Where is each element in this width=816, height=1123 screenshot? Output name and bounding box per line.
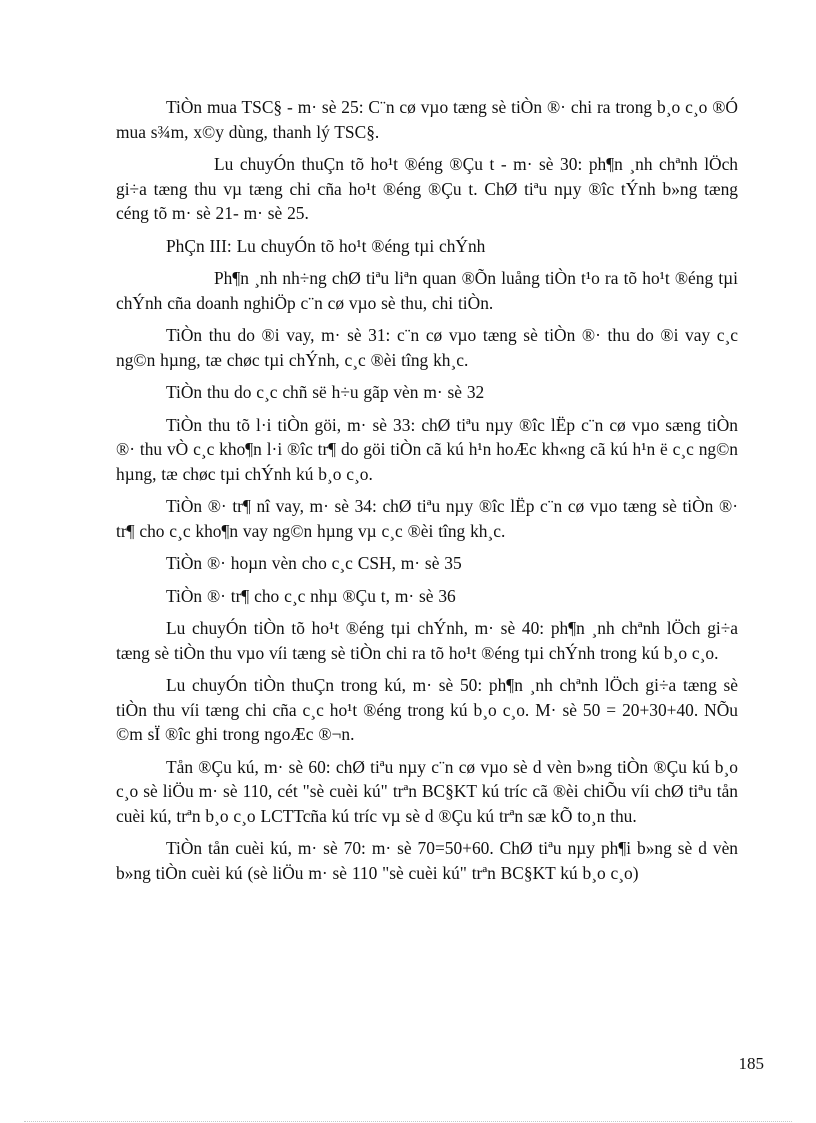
- page-number: 185: [738, 1054, 764, 1073]
- footer-divider: [24, 1121, 792, 1122]
- paragraph-ma-so-31: TiÒn thu do ®i vay, m· sè 31: c¨n cø vµo tæng sè tiÒn ®· thu do ®i vay c¸c ng©n hµng, tæ chøc tµi chÝnh, c¸c ®èi tîng kh¸c.: [116, 325, 738, 370]
- paragraph-ma-so-40: Lu chuyÓn tiÒn tõ ho¹t ®éng tµi chÝnh, m· sè 40: ph¶n ¸nh chªnh lÖch gi÷a tæng sè tiÒn thu vµo víi tæng sè tiÒn chi ra tõ ho¹t ®éng tµi chÝnh trong kú b¸o c¸o.: [116, 618, 738, 663]
- paragraph-ma-so-60: Tån ®Çu kú, m· sè 60: chØ tiªu nµy c¨n cø vµo sè d vèn b»ng tiÒn ®Çu kú b¸o c¸o sè liÖu m· sè 110, cét "sè cuèi kú" trªn BC§KT kú tríc cã ®èi chiÕu víi chØ tiªu tån cuèi kú, trªn b¸o c¸o LCTTcña kú tríc vµ sè d ®Çu kú trªn sæ kÕ to¸n thu.: [116, 756, 738, 826]
- document-body: [116, 95, 738, 893]
- paragraph-ma-so-36: TiÒn ®· tr¶ cho c¸c nhµ ®Çu t, m· sè 36: [166, 585, 456, 606]
- paragraph-tien-mua-tscd: TiÒn mua TSC§ - m· sè 25: C¨n cø vµo tæng sè tiÒn ®· chi ra trong b¸o c¸o ®Ó mua s¾m, x©y dùng, thanh lý TSC§.: [116, 97, 738, 142]
- section-heading-part-3: PhÇn III: Lu chuyÓn tõ ho¹t ®éng tµi chÝnh: [166, 235, 486, 256]
- paragraph-ma-so-50: Lu chuyÓn tiÒn thuÇn trong kú, m· sè 50: ph¶n ¸nh chªnh lÖch gi÷a tæng sè tiÒn thu víi tæng chi cña c¸c ho¹t ®éng trong kú b¸o c¸o. M· sè 50 = 20+30+40. NÕu ©m sÏ ®îc ghi trong ngoÆc ®¬n.: [116, 675, 738, 744]
- paragraph-luu-chuyen-dau-tu: Lu chuyÓn thuÇn tõ ho¹t ®éng ®Çu t - m· sè 30: ph¶n ¸nh chªnh lÖch gi÷a tæng thu vµ tæng chi cña ho¹t ®éng ®Çu t. ChØ tiªu nµy ®îc tÝnh b»ng tæng céng tõ m· sè 21- m· sè 25.: [116, 154, 738, 223]
- paragraph-ma-so-33: TiÒn thu tõ l·i tiÒn göi, m· sè 33: chØ tiªu nµy ®îc lËp c¨n cø vµo sæng tiÒn ®· thu vÒ c¸c kho¶n l·i ®îc tr¶ do göi tiÒn cã kú h¹n hoÆc kh«ng cã kú h¹n ë c¸c ng©n hµng, tæ chøc tµi chÝnh kú b¸o c¸o.: [116, 414, 738, 484]
- paragraph-phan-anh-tai-chinh: Ph¶n ¸nh nh÷ng chØ tiªu liªn quan ®Õn luång tiÒn t¹o ra tõ ho¹t ®éng tµi chÝnh cña doanh nghiÖp c¨n cø vµo sè thu, chi tiÒn.: [116, 268, 738, 313]
- paragraph-ma-so-35: TiÒn ®· hoµn vèn cho c¸c CSH, m· sè 35: [166, 553, 462, 573]
- paragraph-ma-so-70: TiÒn tån cuèi kú, m· sè 70: m· sè 70=50+60. ChØ tiªu nµy ph¶i b»ng sè d vèn b»ng tiÒn cuèi kú (sè liÖu m· sè 110 "sè cuèi kú" trªn BC§KT kú b¸o c¸o): [116, 838, 738, 883]
- paragraph-ma-so-32: TiÒn thu do c¸c chñ së h÷u gãp vèn m· sè 32: [166, 382, 485, 402]
- paragraph-ma-so-34: TiÒn ®· tr¶ nî vay, m· sè 34: chØ tiªu nµy ®îc lËp c¨n cø vµo tæng sè tiÒn ®· tr¶ cho c¸c kho¶n vay ng©n hµng vµ c¸c ®èi tîng kh¸c.: [116, 496, 738, 541]
